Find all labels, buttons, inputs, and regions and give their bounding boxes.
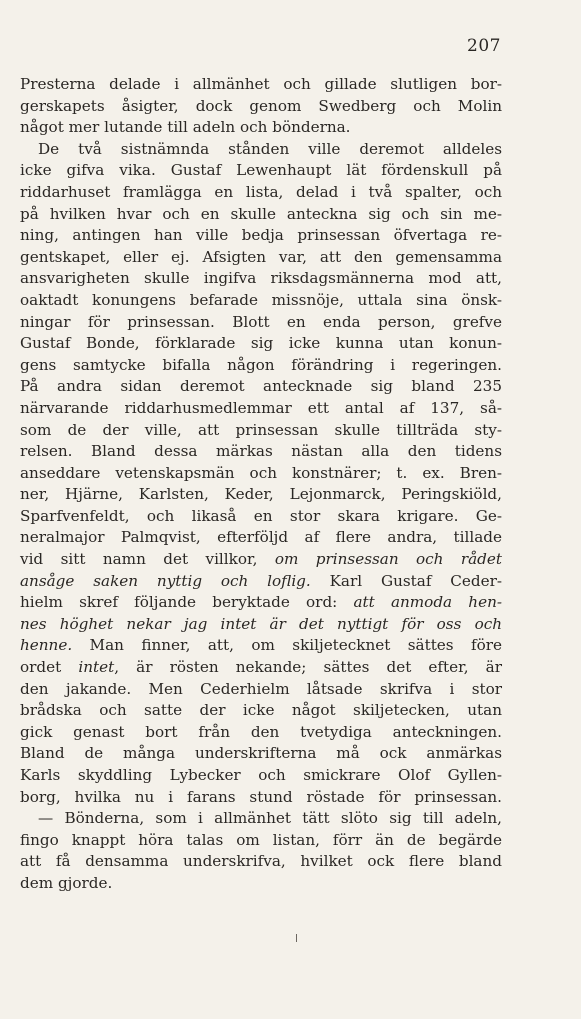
text-line: ning, antingen han ville bedja prinsessan öfvertaga re- (20, 226, 502, 245)
text-line: relsen. Bland dessa märkas nästan alla den tidens (20, 442, 502, 461)
text-line: ansåge saken nyttig och loflig. Karl Gustaf Ceder- (20, 571, 502, 590)
text-line: Karls skyddling Lybecker och smickrare Olof Gyllen- (20, 766, 502, 784)
page-number: 207 (467, 36, 501, 56)
text-line: oaktadt konungens befarade missnöje, uttala sina önsk- (20, 290, 502, 309)
text-line: fingo knappt höra talas om listan, förr än de begärde (20, 830, 502, 849)
text-line: på hvilken hvar och en skulle anteckna sig och sin me- (20, 204, 502, 223)
text-line: som de der ville, att prinsessan skulle tillträda sty- (20, 420, 502, 439)
text-line: borg, hvilka nu i farans stund röstade för prinsessan. (20, 787, 502, 806)
text-line: brådska och satte der icke något skiljetecken, utan (20, 701, 502, 720)
text-line: den jakande. Men Cederhielm låtsade skrifva i stor (20, 679, 502, 698)
text-line: ordet intet, är rösten nekande; sättes det efter, är (20, 658, 502, 677)
text-line: ningar för prinsessan. Blott en enda person, grefve (20, 312, 502, 331)
text-line: På andra sidan deremot antecknade sig bland 235 (20, 377, 502, 396)
text-line: något mer lutande till adeln och bönderna. (20, 118, 351, 137)
text-line: Gustaf Bonde, förklarade sig icke kunna utan konun- (20, 334, 502, 353)
text-line: ner, Hjärne, Karlsten, Keder, Lejonmarck, Peringskiöld, (20, 485, 502, 504)
text-line: Presterna delade i allmänhet och gillade slutligen bor- (20, 75, 502, 93)
body-text (20, 74, 502, 895)
text-line: gerskapets åsigter, dock genom Swedberg och Molin (20, 96, 502, 115)
text-line: riddarhuset framlägga en lista, delad i två spalter, och (20, 182, 502, 201)
text-line: neralmajor Palmqvist, efterföljd af flere andra, tillade (20, 528, 502, 547)
text-line: — Bönderna, som i allmänhet tätt slöto sig till adeln, (38, 809, 502, 828)
text-line: icke gifva vika. Gustaf Lewenhaupt lät fördenskull på (20, 161, 502, 180)
text-line: närvarande riddarhusmedlemmar ett antal af 137, så- (20, 398, 502, 417)
text-line: att få densamma underskrifva, hvilket ock flere bland (20, 852, 502, 871)
text-line: dem gjorde. (20, 873, 113, 892)
text-line: gentskapet, eller ej. Afsigten var, att den gemensamma (20, 247, 502, 266)
text-line: Bland de många underskrifterna må ock anmärkas (20, 744, 502, 763)
text-line: henne. Man finner, att, om skiljetecknet sättes före (20, 636, 502, 655)
text-line: gens samtycke bifalla någon förändring i regeringen. (20, 355, 502, 374)
text-line: hielm skref följande beryktade ord: att anmoda hen- (20, 593, 502, 612)
text-line: Sparfvenfeldt, och likaså en stor skara krigare. Ge- (20, 506, 502, 525)
text-line: anseddare vetenskapsmän och konstnärer; t. ex. Bren- (20, 463, 502, 482)
text-line: ansvarigheten skulle ingifva riksdagsmännerna mod att, (20, 269, 502, 288)
text-line: De två sistnämnda stånden ville deremot alldeles (38, 139, 502, 158)
ink-speck (296, 934, 297, 942)
text-line: gick genast bort från den tvetydiga anteckningen. (20, 722, 502, 741)
text-line: nes höghet nekar jag intet är det nyttigt för oss och (20, 614, 502, 633)
text-line: vid sitt namn det villkor, om prinsessan och rådet (20, 550, 502, 569)
